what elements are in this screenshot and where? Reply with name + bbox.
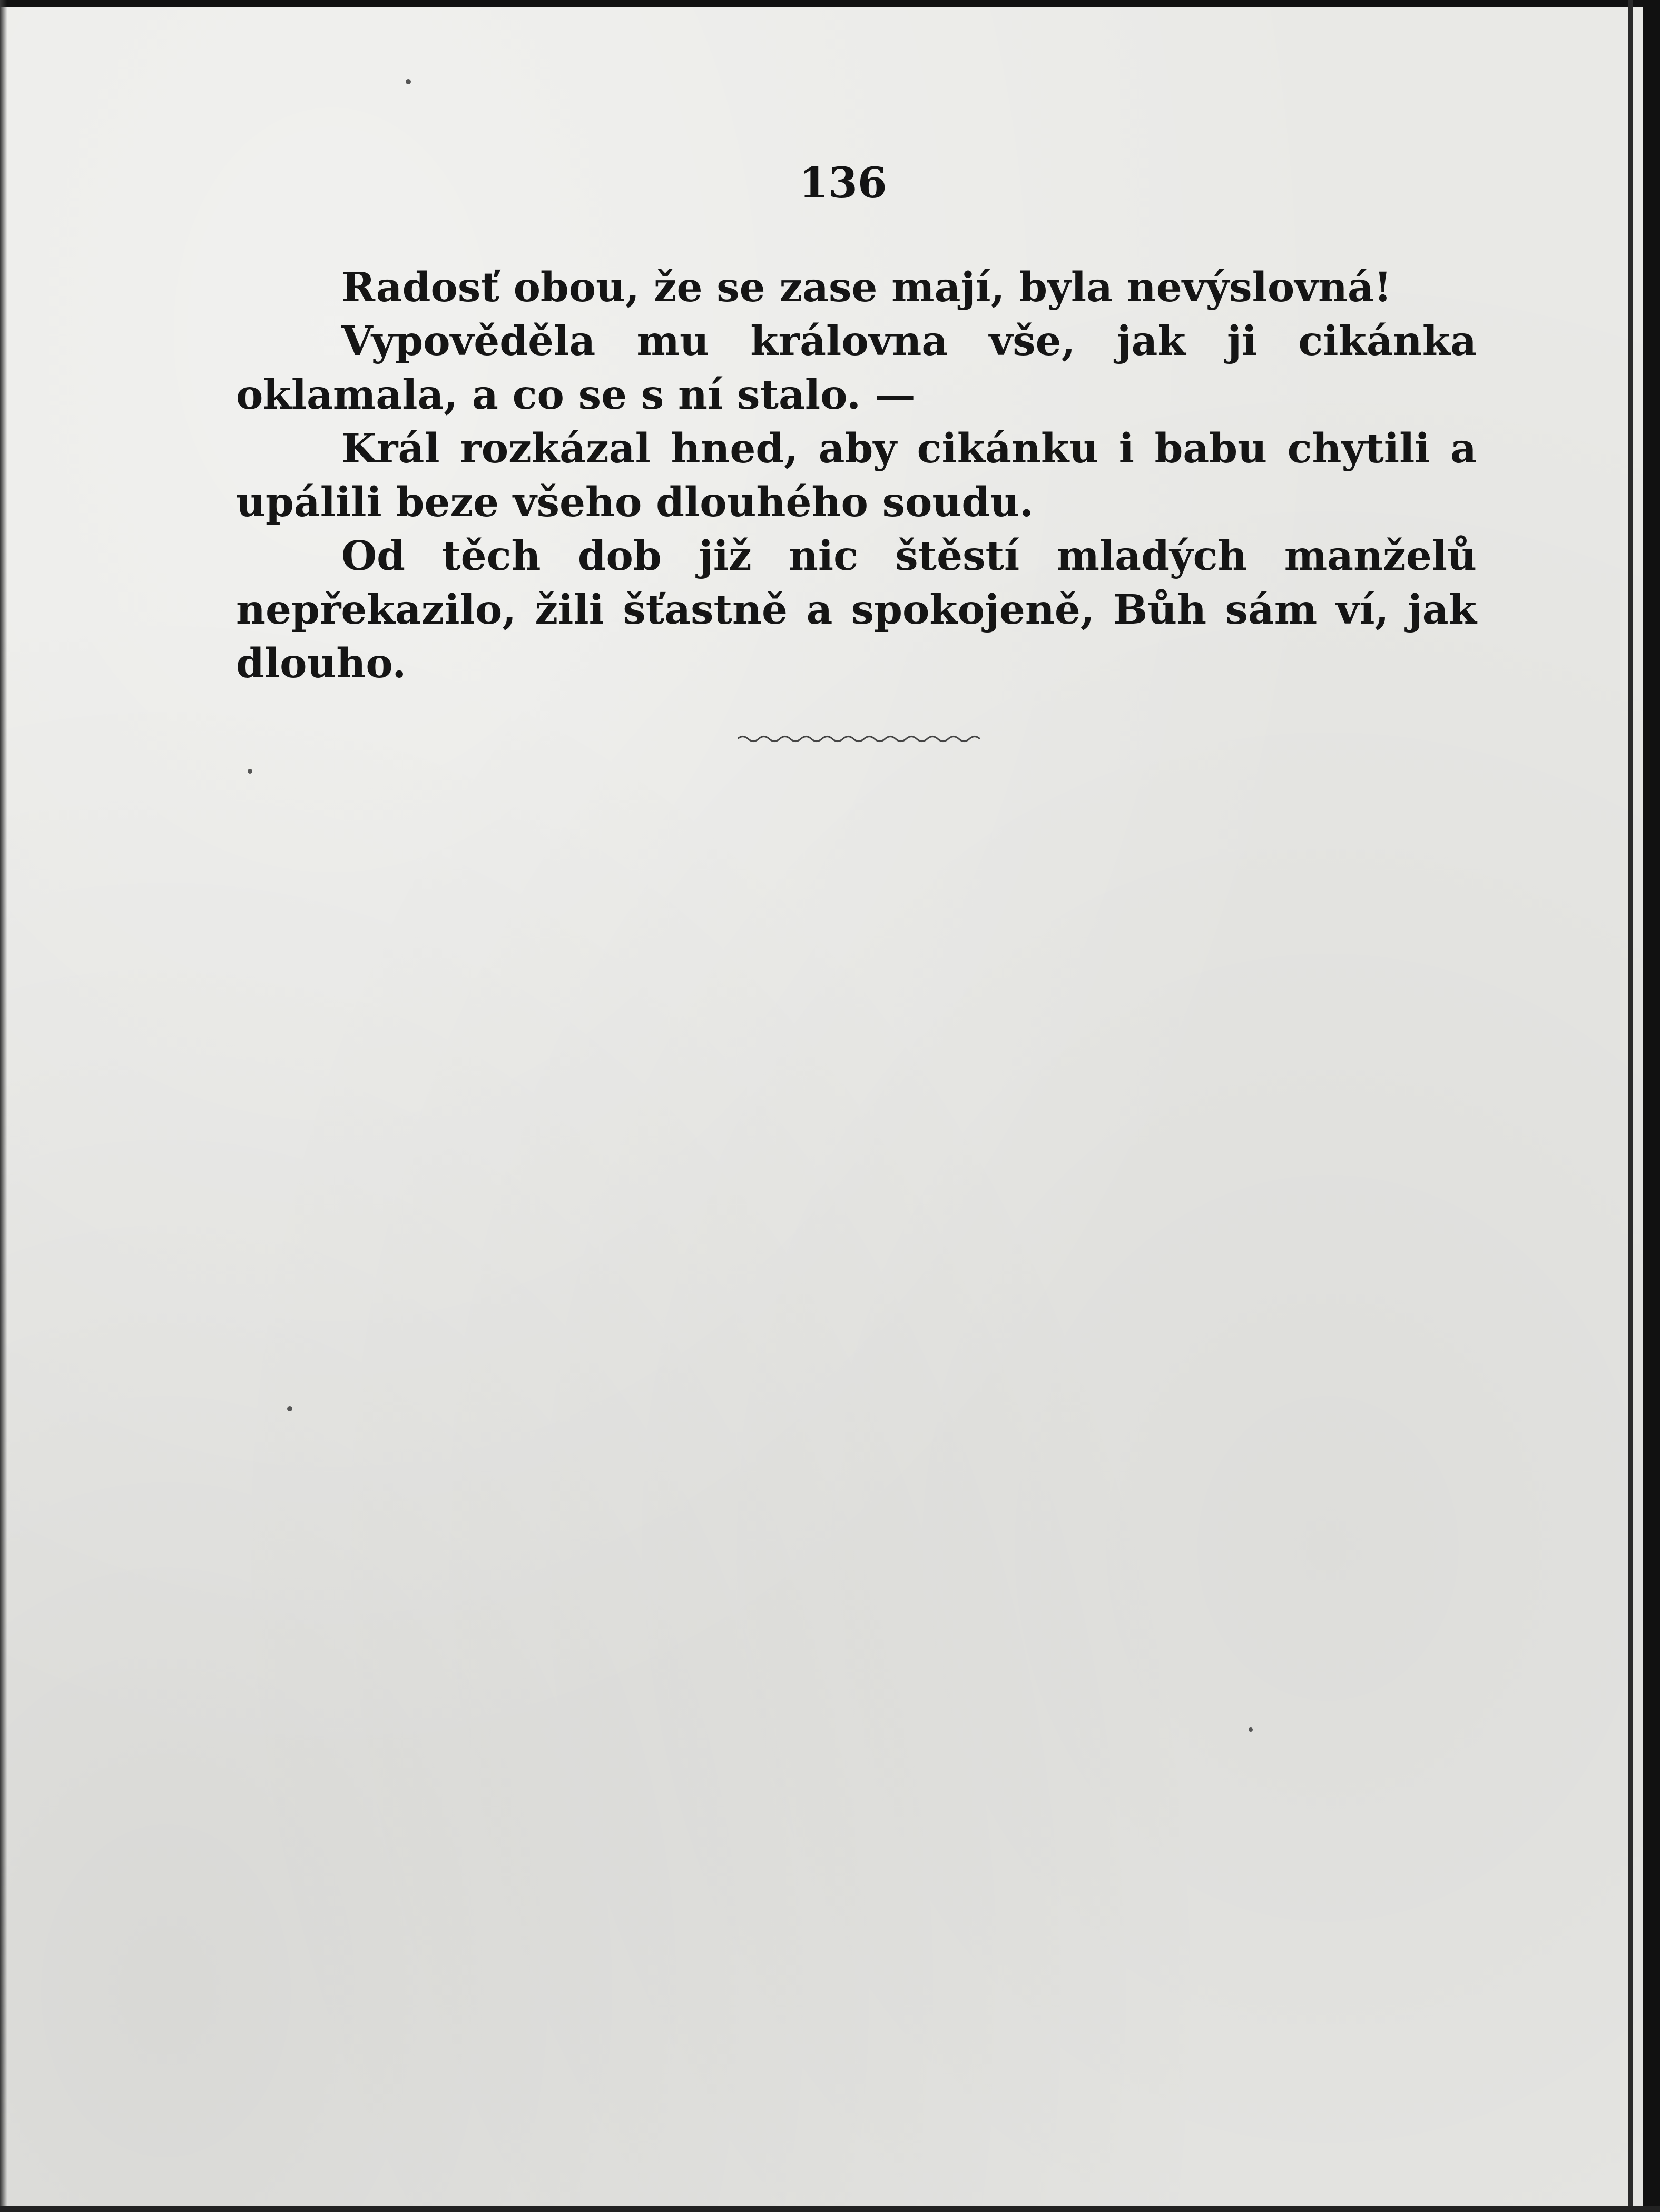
paragraph-4: Od těch dob již nic štěstí mladých manželů nepřekazilo, žili šťastně a spokojeně, Bůh sám ví, jak dlouho. [236, 532, 1477, 687]
scan-edge-left [0, 0, 7, 2212]
paragraph-3: Král rozkázal hned, aby cikánku i babu chytili a upálili beze všeho dlouhého soudu. [236, 425, 1477, 526]
scan-speck [1249, 1727, 1253, 1732]
paragraph-1: Radosť obou, že se zase mají, byla nevýslovná! [341, 264, 1392, 311]
scan-edge-right-inner [1628, 0, 1633, 2212]
paragraph-2: Vypověděla mu královna vše, jak ji cikánka oklamala, a co se s ní stalo. — [236, 318, 1477, 419]
scan-edge-top [0, 0, 1660, 7]
page-number: 136 [799, 158, 887, 208]
scan-speck [406, 79, 411, 84]
scan-speck [248, 769, 252, 774]
end-ornament-divider [738, 732, 980, 746]
scan-edge-bottom [0, 2206, 1660, 2212]
scan-speck [287, 1406, 292, 1411]
scan-edge-right [1643, 0, 1660, 2212]
body-text [236, 261, 1477, 690]
